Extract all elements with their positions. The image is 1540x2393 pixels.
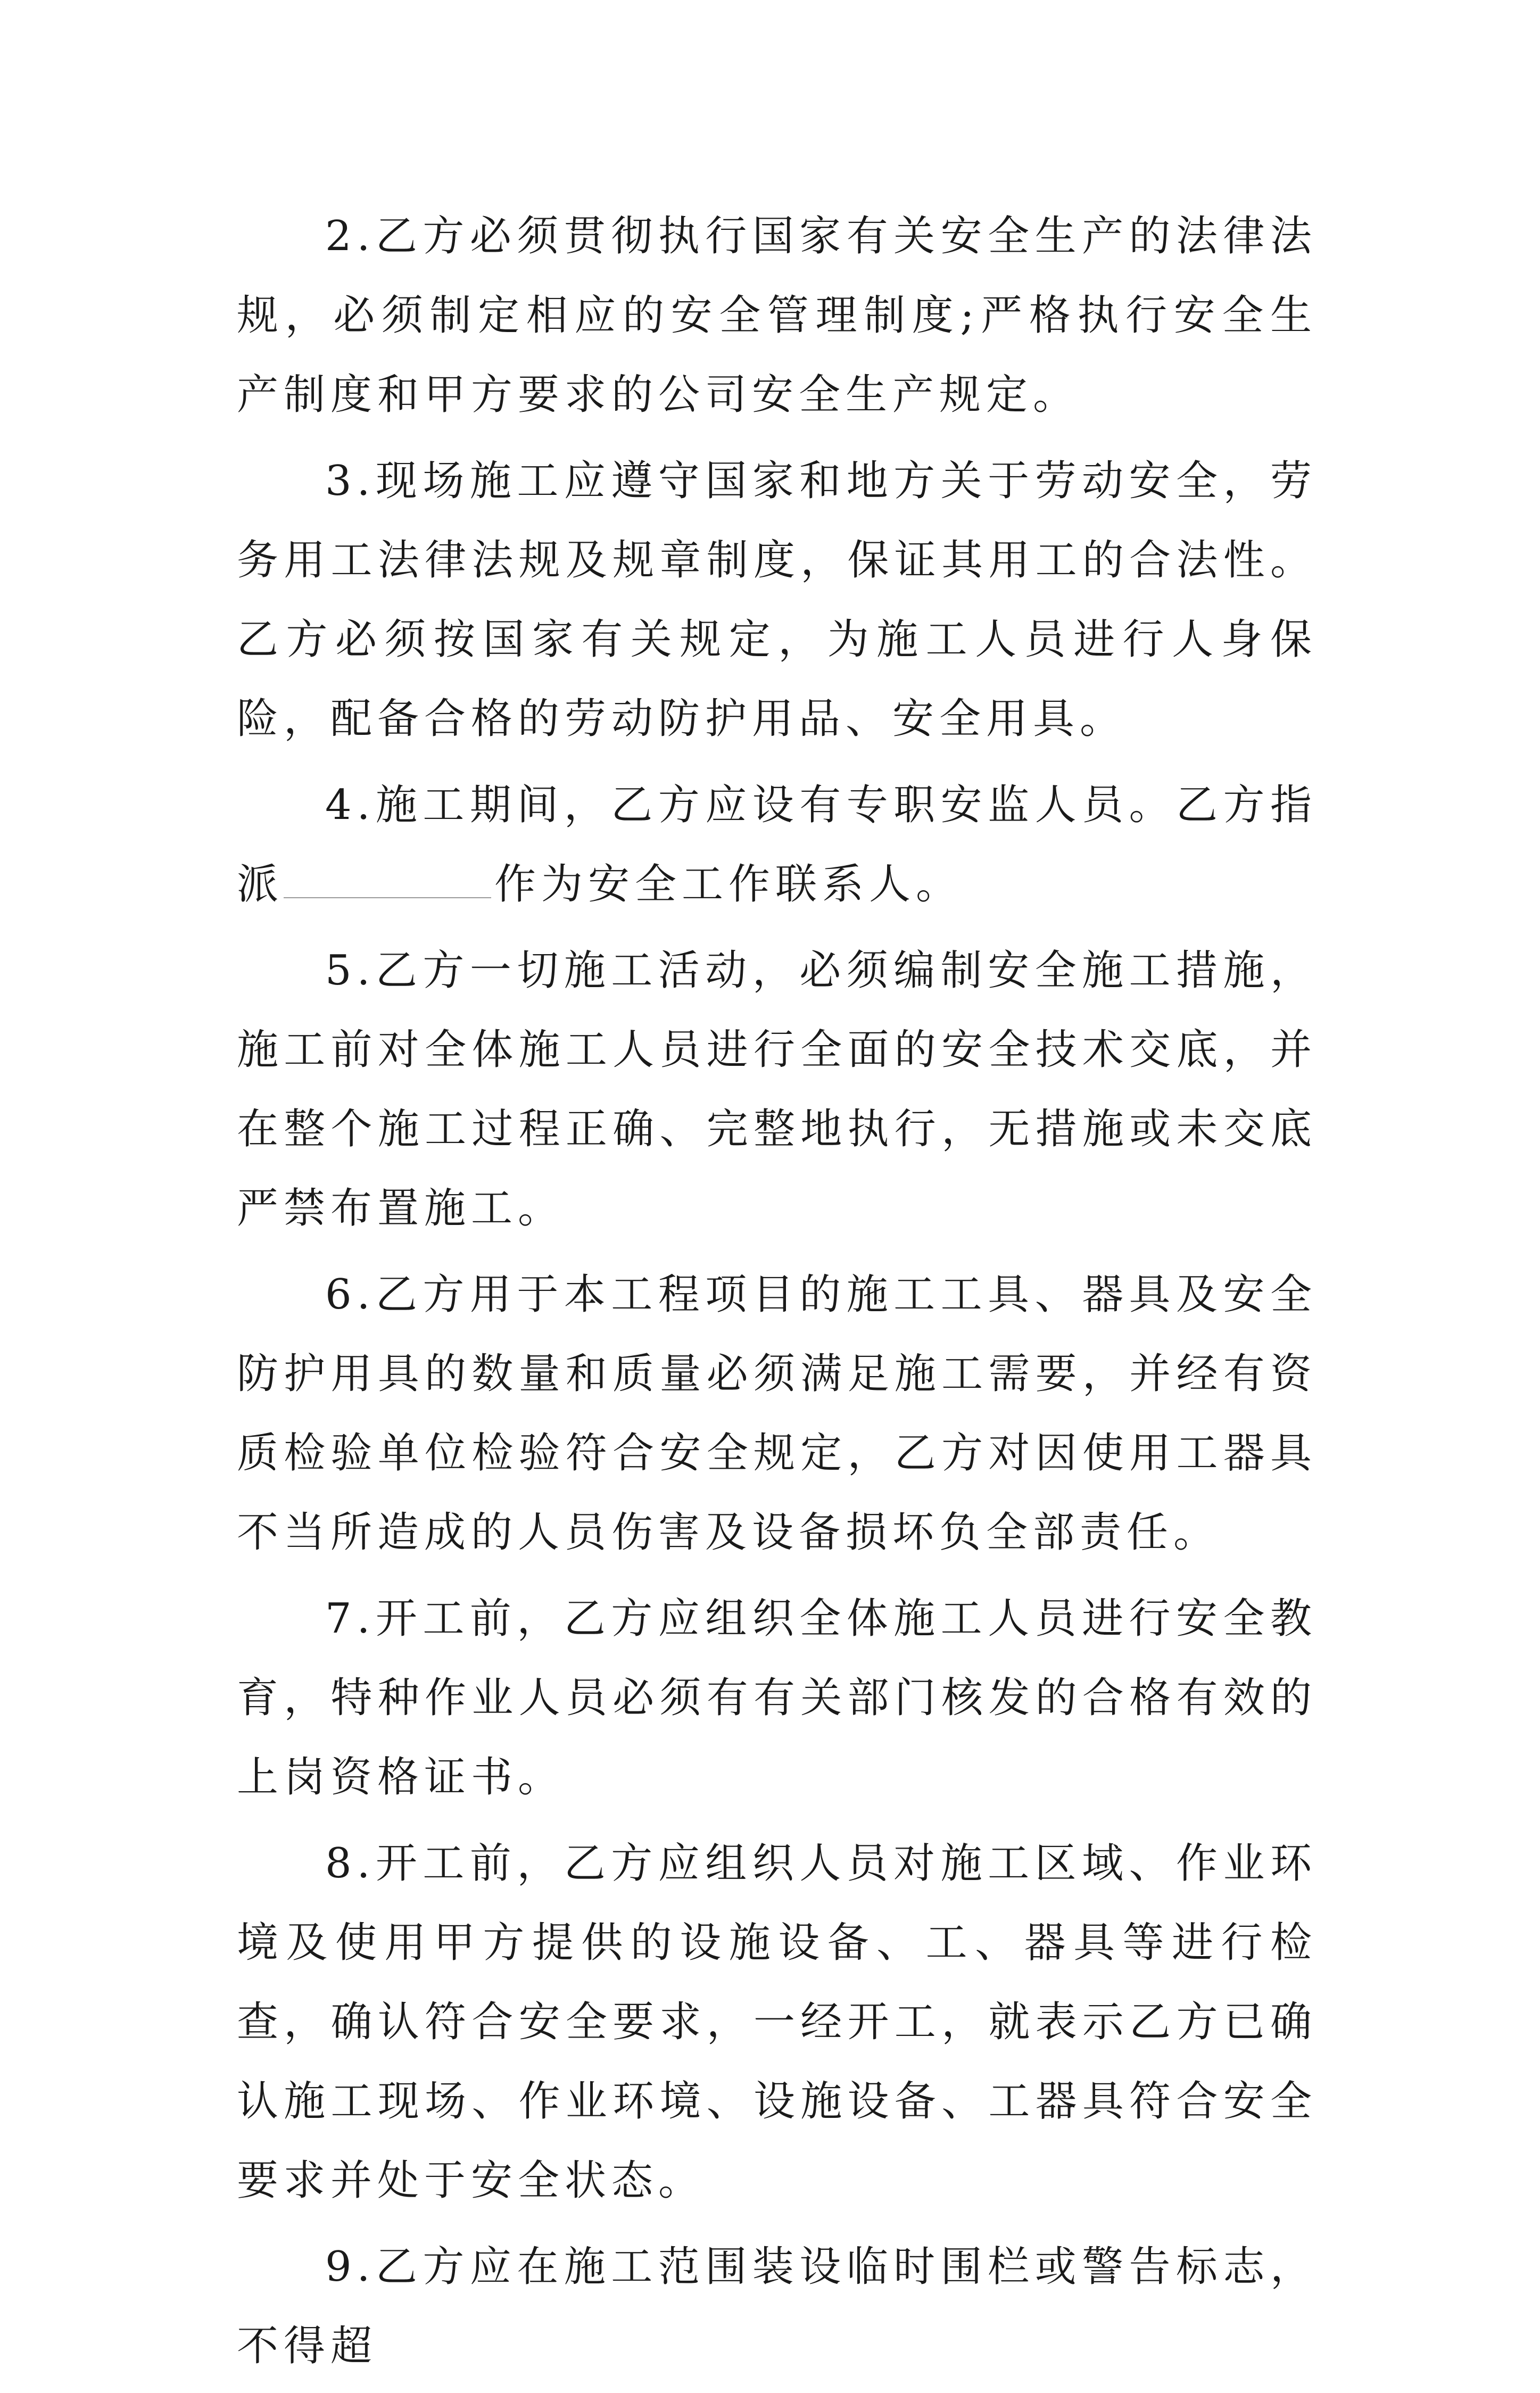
clause-6: 6.乙方用于本工程项目的施工工具、器具及安全防护用具的数量和质量必须满足施工需要，并经有资质检验单位检验符合安全规定，乙方对因使用工器具不当所造成的人员伤害及设备损坏负全部责任。: [237, 1271, 1317, 1556]
contact-person-blank: [284, 865, 491, 898]
clause-4: [237, 766, 1317, 924]
clause-4-text: 4.施工期间，乙方应设有专职安监人员。乙方指派: [237, 781, 1317, 908]
clause-9: 9.乙方应在施工范围装设临时围栏或警告标志，不得超: [237, 2243, 1317, 2370]
clause-4-text-end: 作为安全工作联系人。: [494, 860, 963, 908]
clause-3: 3.现场施工应遵守国家和地方关于劳动安全，劳务用工法律法规及规章制度，保证其用工的合法性。乙方必须按国家有关规定，为施工人员进行人身保险，配备合格的劳动防护用品、安全用具。: [237, 457, 1317, 743]
clause-8: 8.开工前，乙方应组织人员对施工区域、作业环境及使用甲方提供的设施设备、工、器具等进行检查，确认符合安全要求，一经开工，就表示乙方已确认施工现场、作业环境、设施设备、工器具符合安全要求并处于安全状态。: [237, 1840, 1317, 2205]
contract-body: [237, 197, 1317, 2393]
clause-7: 7.开工前，乙方应组织全体施工人员进行安全教育，特种作业人员必须有有关部门核发的合格有效的上岗资格证书。: [237, 1595, 1317, 1801]
clause-2: 2.乙方必须贯彻执行国家有关安全生产的法律法规，必须制定相应的安全管理制度;严格执行安全生产制度和甲方要求的公司安全生产规定。: [237, 212, 1317, 419]
clause-5: 5.乙方一切施工活动，必须编制安全施工措施，施工前对全体施工人员进行全面的安全技术交底，并在整个施工过程正确、完整地执行，无措施或未交底严禁布置施工。: [237, 947, 1317, 1232]
